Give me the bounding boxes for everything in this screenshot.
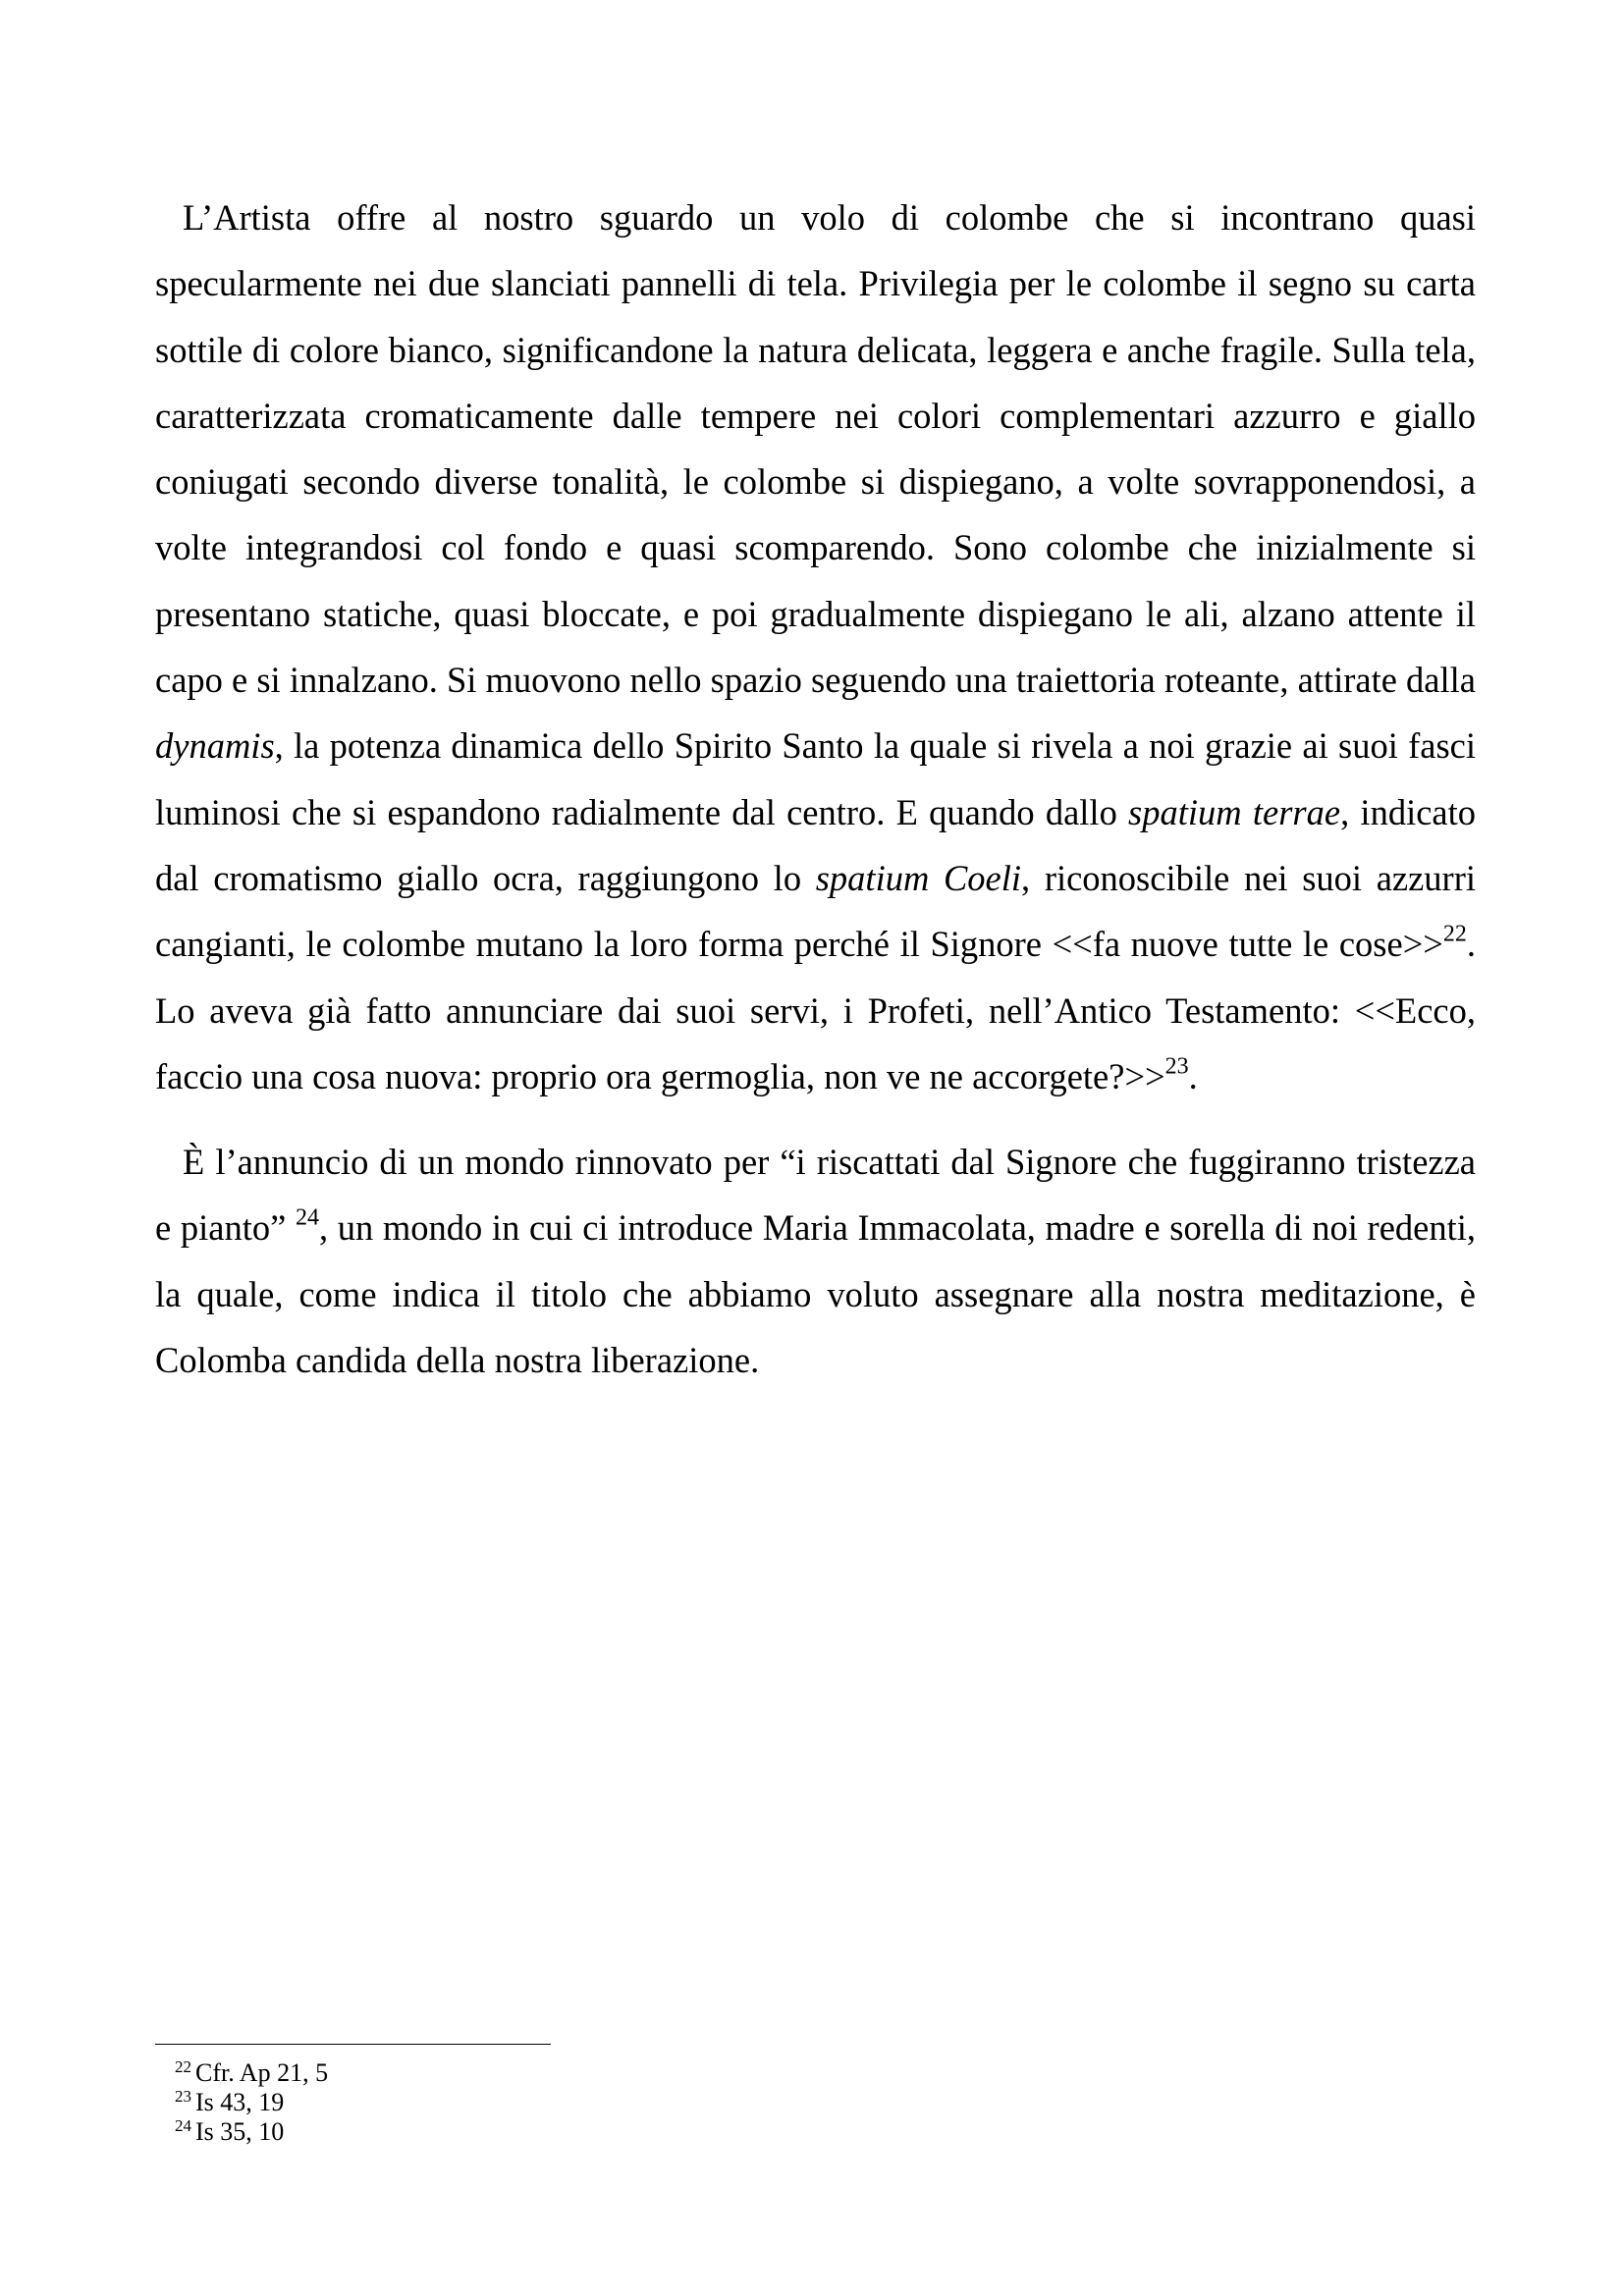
italic-term: spatium Coeli <box>815 857 1022 898</box>
footnote <box>175 2088 744 2117</box>
footnote-ref[interactable]: 23 <box>1164 1053 1189 1080</box>
footnote-text: Is 35, 10 <box>195 2117 285 2146</box>
footnote-ref[interactable]: 22 <box>1442 921 1467 947</box>
footnote-text: Cfr. Ap 21, 5 <box>195 2058 329 2087</box>
footnote-number: 22 <box>175 2056 191 2076</box>
body-text <box>155 185 1476 1393</box>
footnote-text: Is 43, 19 <box>195 2088 285 2116</box>
footnote <box>175 2117 744 2147</box>
footnote-separator <box>155 2044 551 2045</box>
text-run: . Lo aveva già fatto annunciare dai suoi servi, i Profeti, nell’Antico Testamento: <<Ecco, faccio una cosa nuova: proprio ora germoglia, non ve ne accorgete?>> <box>155 924 1476 1096</box>
paragraph <box>155 185 1476 1109</box>
text-run: . <box>1188 1055 1198 1096</box>
footnotes-section <box>155 2044 744 2147</box>
text-run: , un mondo in cui ci introduce Maria Immacolata, madre e sorella di noi redenti, la quale, come indica il titolo che abbiamo voluto assegnare alla nostra meditazione, è Colomba candida della nostra liberazione. <box>155 1207 1477 1381</box>
italic-term: spatium terrae <box>1128 791 1341 832</box>
text-run: È l’annuncio di un mondo rinnovato per “i riscattati dal Signore che fuggiranno tristezza e pianto” <box>155 1142 1476 1249</box>
paragraph <box>155 1129 1476 1393</box>
text-run: , la potenza dinamica dello Spirito Santo la quale si rivela a noi grazie ai suoi fasci luminosi che si espandono radialmente dal centro. E quando dallo <box>155 725 1476 832</box>
text-run: , riconoscibile nei suoi azzurri cangianti, le colombe mutano la loro forma perché il Signore <<fa nuove tutte le cose>> <box>155 857 1477 965</box>
footnote-ref[interactable]: 24 <box>295 1204 319 1231</box>
footnote <box>175 2058 744 2088</box>
text-run: L’Artista offre al nostro sguardo un volo di colombe che si incontrano quasi specularmente nei due slanciati pannelli di tela. Privilegia per le colombe il segno su carta sottile di colore bianco, significandone la natura delicata, leggera e anche fragile. Sulla tela, caratterizzata cromaticamente dalle tempere nei colori complementari azzurro e giallo coniugati secondo diverse tonalità, le colombe si dispiegano, a volte sovrapponendosi, a volte integrandosi col fondo e quasi scomparendo. Sono colombe che inizialmente si presentano statiche, quasi bloccate, e poi gradualmente dispiegano le ali, alzano attente il capo e si innalzano. Si muovono nello spazio seguendo una traiettoria roteante, attirate dalla <box>155 197 1476 701</box>
footnote-number: 24 <box>175 2115 191 2135</box>
footnote-number: 23 <box>175 2086 191 2106</box>
italic-term: dynamis <box>155 725 275 767</box>
text-run: , indicato dal cromatismo giallo ocra, raggiungono lo <box>155 791 1477 898</box>
